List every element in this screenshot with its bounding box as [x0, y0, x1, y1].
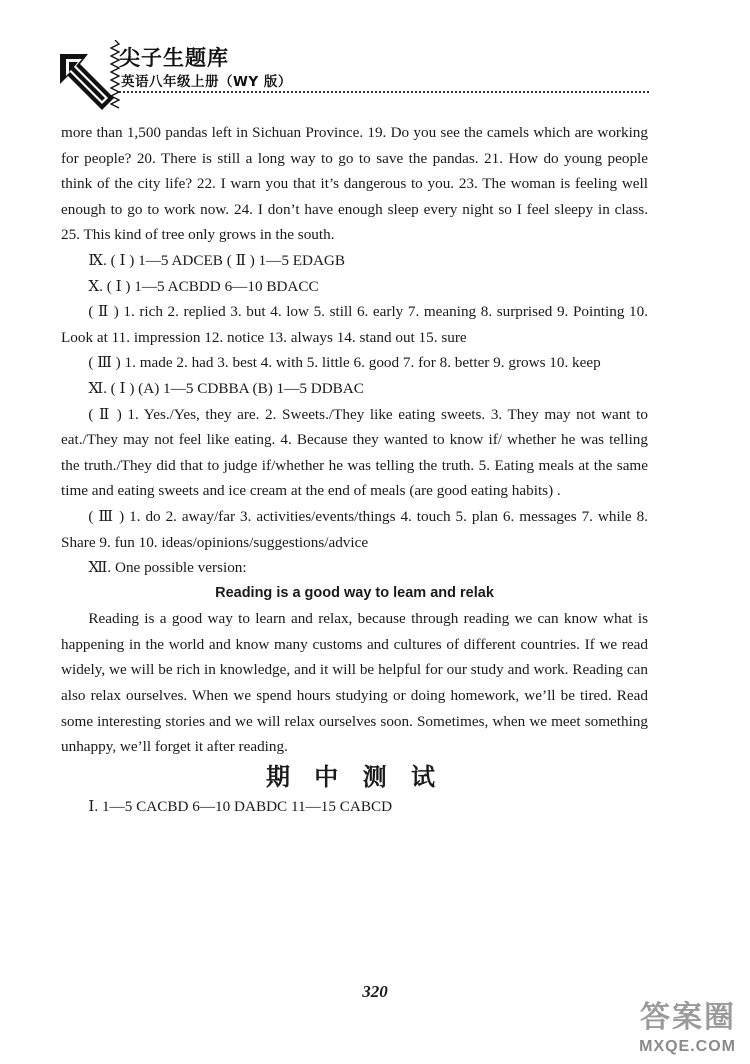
- page-number: 320: [362, 982, 388, 1001]
- header-dotted-rule: [119, 91, 649, 97]
- book-title: 尖子生题库: [119, 46, 229, 70]
- answer-paragraph: ( Ⅲ ) 1. do 2. away/far 3. activities/events/things 4. touch 5. plan 6. messages 7. while 8. Share 9. fun 10. ideas/opinions/suggestions/advice: [61, 507, 648, 551]
- essay-body: Reading is a good way to learn and relax, because through reading we can know what is happening in the world and know many customs and cultures of different countries. If we read widely, we will be rich in knowledge, and it will be helpful for our study and work. Reading can also relax ourselves. When we spend hours studying or doing homework, we’ll be tired. Read some interesting stories and we will relax ourselves soon. Sometimes, when we meet something unhappy, we’ll forget it after reading.: [61, 610, 648, 756]
- answer-paragraph: Ⅺ. ( Ⅰ ) (A) 1—5 CDBBA (B) 1—5 DDBAC: [88, 379, 364, 397]
- answer-paragraph: ( Ⅱ ) 1. Yes./Yes, they are. 2. Sweets./They like eating sweets. 3. They may not want to eat./They may not feel like eating. 4. Because they wanted to know if/ whether he was telling the truth./They did that to judge if/whether he was telling the truth. 5. Eating meals at the same time and eating sweets and ice cream at the end of meals (are good eating habits) .: [61, 405, 648, 500]
- answer-paragraph: Ⅸ. ( Ⅰ ) 1—5 ADCEB ( Ⅱ ) 1—5 EDAGB: [88, 251, 346, 269]
- answer-paragraph: Ⅹ. ( Ⅰ ) 1—5 ACBDD 6—10 BDACC: [88, 277, 319, 295]
- answer-paragraph: ( Ⅲ ) 1. made 2. had 3. best 4. with 5. little 6. good 7. for 8. better 9. grows 10. keep: [88, 354, 601, 372]
- answer-paragraph: more than 1,500 pandas left in Sichuan Province. 19. Do you see the camels which are working for people? 20. There is still a long way to go to save the pandas. 21. How do young people think of the city life? 22. I warn you that it’s dangerous to you. 23. The woman is feeling well enough to go to work now. 24. I don’t have enough sleep every night so I feel sleepy in class. 25. This kind of tree only grows in the south.: [61, 124, 648, 244]
- answer-paragraph: Ⅻ. One possible version:: [88, 559, 247, 577]
- answer-content: [61, 120, 648, 819]
- book-subtitle: 英语八年级上册（WY 版）: [121, 74, 292, 90]
- page-header: [0, 0, 750, 110]
- watermark-url: MXQE.COM: [639, 1038, 736, 1055]
- midterm-answers: Ⅰ. 1—5 CACBD 6—10 DABDC 11—15 CABCD: [88, 797, 393, 815]
- midterm-heading: 期 中 测 试: [265, 762, 444, 791]
- arrow-logo-icon: [58, 50, 116, 112]
- answer-paragraph: ( Ⅱ ) 1. rich 2. replied 3. but 4. low 5. still 6. early 7. meaning 8. surprised 9. Pointing 10. Look at 11. impression 12. notice 13. always 14. stand out 15. sure: [61, 303, 648, 346]
- watermark-logo: 答案圈: [640, 1000, 736, 1035]
- essay-title: Reading is a good way to leam and relak: [215, 584, 494, 601]
